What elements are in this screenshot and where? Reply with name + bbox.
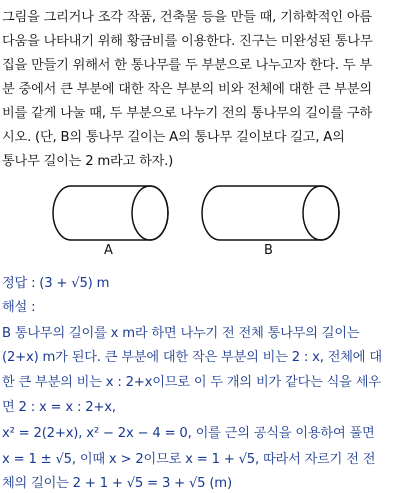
log-b-label: B <box>264 243 273 258</box>
problem-line-6: 시오. (단, B의 통나무 길이는 A의 통나무 길이보다 길고, A의 <box>2 130 345 145</box>
problem-line-2: 다움을 나타내기 위해 황금비를 이용한다. 진구는 미완성된 통나무 <box>2 34 373 49</box>
solution-line-7: 체의 길이는 2 + 1 + √5 = 3 + √5 (m) <box>2 476 232 491</box>
problem-line-5: 비를 같게 나눌 때, 두 부분으로 나누기 전의 통나무의 길이를 구하 <box>2 106 372 121</box>
solution-line-1: B 통나무의 길이를 x m라 하면 나누기 전 전체 통나무의 길이는 <box>2 326 360 341</box>
solution-line-5: x² = 2(2+x), x² − 2x − 4 = 0, 이를 근의 공식을 이용하여 풀면 <box>2 426 375 441</box>
solution-line-4: 면 2 : x = x : 2+x, <box>2 400 116 415</box>
answer-line: 정답 : (3 + √5) m <box>2 276 110 291</box>
log-a-icon <box>53 186 168 240</box>
solution-heading: 해설 : <box>2 300 36 315</box>
solution-line-6: x = 1 ± √5, 이때 x > 2이므로 x = 1 + √5, 따라서 자르기 전 전 <box>2 452 376 467</box>
log-figure <box>0 182 400 252</box>
solution-line-2: (2+x) m가 된다. 큰 부분에 대한 작은 부분의 비는 2 : x, 전체에 대 <box>2 350 382 365</box>
problem-line-4: 분 중에서 큰 부분에 대한 작은 부분의 비와 전체에 대한 큰 부분의 <box>2 82 372 97</box>
solution-line-3: 한 큰 부분의 비는 x : 2+x이므로 이 두 개의 비가 같다는 식을 세우 <box>2 375 381 390</box>
problem-line-7: 통나무 길이는 2 m라고 하자.) <box>2 154 174 169</box>
log-a-label: A <box>104 243 113 258</box>
problem-line-3: 집을 만들기 위해서 한 통나무를 두 부분으로 나누고자 한다. 두 부 <box>2 58 372 73</box>
problem-line-1: 그림을 그리거나 조각 작품, 건축물 등을 만들 때, 기하학적인 아름 <box>2 10 372 25</box>
log-b-icon <box>202 186 339 240</box>
